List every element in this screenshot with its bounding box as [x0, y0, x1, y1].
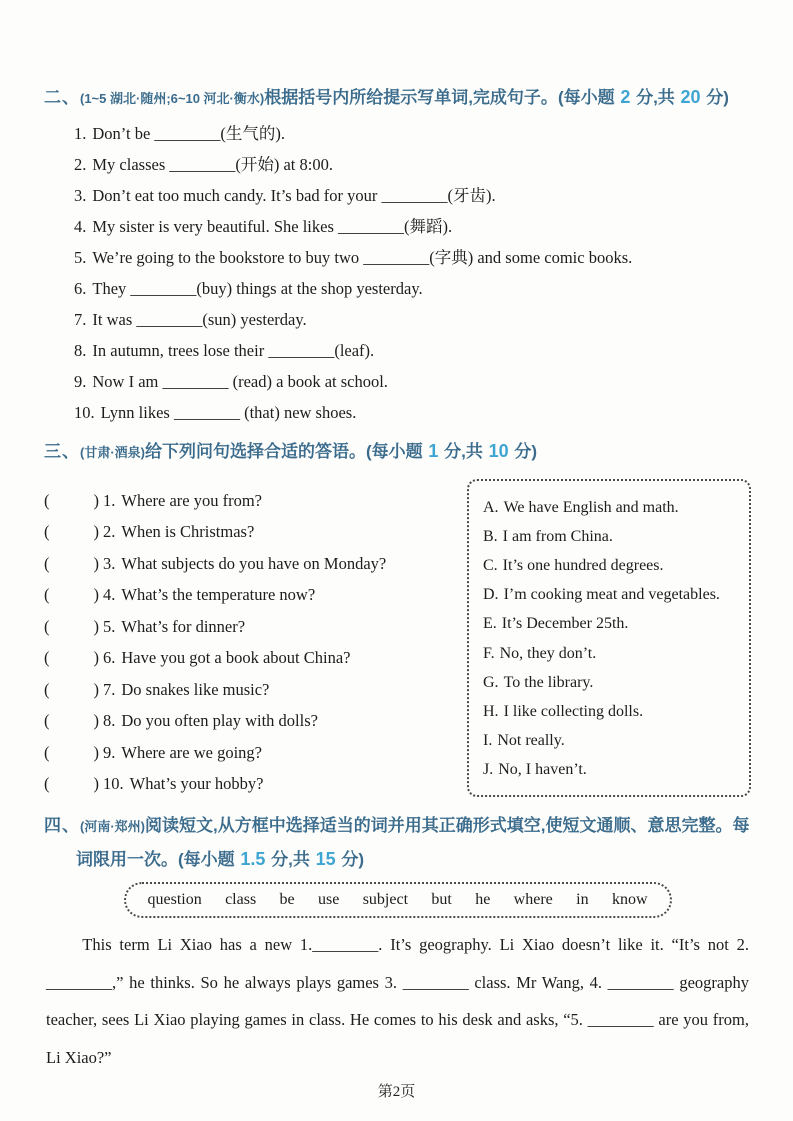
question-row [44, 548, 467, 580]
answer-letter: B. [483, 527, 498, 545]
header-segment-cn: 分) [701, 88, 729, 107]
answer-bracket-open: ( [44, 742, 50, 762]
header-segment-cn: 分,共 [439, 442, 488, 462]
question-number: 7. [103, 679, 116, 699]
question-row [44, 516, 467, 548]
fill-in-item [74, 397, 751, 428]
header-segment-cn: (每小题 [178, 849, 240, 869]
header-segment-num: 1.5 [240, 848, 266, 869]
word-bank-item: in [576, 891, 589, 909]
answer-text: It’s one hundred degrees. [502, 557, 664, 574]
answer-letter: C. [483, 557, 498, 574]
word-bank-item: he [475, 891, 491, 909]
word-bank-item: class [225, 891, 257, 909]
answer-bracket-close: ) [93, 522, 99, 542]
header-segment-cn: 分,共 [266, 849, 315, 869]
header-segment-no: 三、 [44, 442, 80, 462]
question-number: 10. [103, 774, 124, 794]
question-row [44, 737, 467, 769]
item-text: Don’t eat too much candy. It’s bad for your ________(牙齿). [92, 186, 496, 206]
answer-letter: I. [483, 732, 493, 750]
question-text: Where are you from? [121, 490, 263, 510]
question-row [44, 611, 467, 643]
header-segment-num: 10 [488, 441, 509, 462]
question-row [44, 579, 467, 611]
fill-in-item [74, 211, 751, 242]
word-bank-box [124, 882, 672, 918]
answer-option [483, 551, 735, 580]
answer-bracket-close: ) [93, 774, 99, 794]
answer-bracket-open: ( [44, 490, 50, 510]
question-row [44, 642, 467, 674]
item-number: 6. [74, 279, 87, 299]
question-number: 2. [103, 522, 116, 542]
header-segment-num: 20 [680, 87, 701, 107]
word-bank-item: question [147, 891, 202, 909]
item-text: In autumn, trees lose their ________(leaf). [92, 341, 375, 361]
item-text: We’re going to the bookstore to buy two ________(字典) and some comic books. [92, 248, 633, 268]
answer-option [483, 493, 735, 522]
word-bank-item: be [279, 891, 295, 909]
answer-option [483, 668, 735, 697]
question-number: 6. [103, 648, 116, 668]
answer-bracket-close: ) [93, 585, 99, 605]
answer-option [483, 609, 735, 638]
answer-letter: H. [483, 703, 499, 721]
section-3-matching [44, 434, 751, 799]
question-number: 9. [103, 742, 116, 762]
question-number: 4. [103, 585, 116, 605]
item-text: Now I am ________ (read) a book at school. [92, 372, 388, 392]
header-segment-cn: (每小题 [366, 442, 428, 462]
question-text: What subjects do you have on Monday? [121, 553, 387, 573]
cloze-passage: This term Li Xiao has a new 1.________. It’s geography. Li Xiao doesn’t like it. “It’s not 2. ________,” he thinks. So he always plays games 3. ________ class. Mr Wang, 4. ________ geography teacher, sees Li Xiao playing games in class. He comes to his desk and asks, “5. ________ are you from, Li Xiao?” [46, 935, 749, 1068]
matching-area [44, 475, 751, 800]
item-number: 3. [74, 186, 87, 206]
fill-in-item [74, 149, 751, 180]
question-number: 5. [103, 616, 116, 636]
section-4-cloze [44, 810, 751, 1077]
answer-bracket-open: ( [44, 711, 50, 731]
fill-in-item [74, 180, 751, 211]
header-segment-num: 2 [620, 87, 631, 107]
section-2-header [44, 80, 751, 114]
question-row [44, 485, 467, 517]
item-number: 9. [74, 372, 87, 392]
item-number: 7. [74, 310, 87, 330]
question-text: What’s for dinner? [121, 616, 246, 636]
question-row [44, 768, 467, 800]
answer-options-box [467, 479, 751, 797]
answer-bracket-close: ) [93, 616, 99, 636]
answer-letter: J. [483, 761, 494, 779]
answer-bracket-close: ) [93, 648, 99, 668]
header-segment-cn: (每小题 [557, 88, 620, 107]
answer-option [483, 755, 735, 784]
fill-in-item [74, 304, 751, 335]
fill-in-item [74, 242, 751, 273]
answer-bracket-open: ( [44, 648, 50, 668]
answer-bracket-close: ) [93, 742, 99, 762]
header-segment-no: 二、 [44, 88, 80, 107]
item-text: My classes ________(开始) at 8:00. [92, 155, 333, 175]
section-4-header [44, 810, 751, 877]
question-text: When is Christmas? [121, 522, 255, 542]
question-text: Have you got a book about China? [121, 648, 351, 668]
item-number: 1. [74, 124, 87, 144]
question-number: 1. [103, 490, 116, 510]
header-segment-src: (甘肃·酒泉) [80, 445, 145, 461]
answer-bracket-close: ) [93, 679, 99, 699]
section-2-items [74, 118, 751, 428]
answer-bracket-open: ( [44, 522, 50, 542]
answer-bracket-close: ) [93, 553, 99, 573]
header-segment-cn: 阅读短文,从方框中选择适当的词并用其正确形式填空,使短文通顺、意思完整。每词限用一次。 [76, 815, 750, 869]
question-number: 3. [103, 553, 116, 573]
answer-option [483, 726, 735, 755]
answer-bracket-open: ( [44, 553, 50, 573]
header-segment-src: (1~5 湖北·随州;6~10 河北·衡水) [80, 91, 265, 106]
fill-in-item [74, 366, 751, 397]
answer-text: We have English and math. [503, 498, 679, 516]
answer-option [483, 639, 735, 668]
question-list [44, 475, 467, 800]
fill-in-item [74, 273, 751, 304]
item-number: 8. [74, 341, 87, 361]
answer-letter: F. [483, 644, 495, 662]
answer-letter: A. [483, 498, 499, 516]
question-number: 8. [103, 711, 116, 731]
question-text: Do snakes like music? [121, 679, 270, 699]
question-row [44, 705, 467, 737]
item-number: 4. [74, 217, 87, 237]
header-segment-cn: 分) [509, 442, 537, 462]
question-text: Do you often play with dolls? [121, 711, 318, 731]
section-3-header [44, 434, 751, 468]
answer-text: To the library. [503, 673, 594, 691]
item-number: 10. [74, 403, 95, 423]
question-row [44, 674, 467, 706]
word-bank-item: where [513, 891, 553, 909]
answer-text: I like collecting dolls. [503, 703, 644, 721]
item-text: Don’t be ________(生气的). [92, 124, 286, 144]
header-segment-num: 1 [428, 441, 439, 462]
question-text: What’s your hobby? [129, 774, 264, 794]
word-bank-item: subject [362, 891, 409, 909]
answer-text: I’m cooking meat and vegetables. [503, 586, 720, 604]
header-segment-no: 四、 [44, 815, 80, 835]
answer-bracket-open: ( [44, 616, 50, 636]
answer-text: No, they don’t. [499, 644, 597, 662]
answer-bracket-open: ( [44, 774, 50, 794]
answer-text: I am from China. [502, 527, 613, 545]
question-text: What’s the temperature now? [121, 585, 316, 605]
answer-letter: E. [483, 615, 497, 633]
item-text: It was ________(sun) yesterday. [92, 310, 307, 330]
item-number: 2. [74, 155, 87, 175]
section-2-word-writing [44, 80, 751, 428]
header-segment-cn: 给下列问句选择合适的答语。 [145, 442, 366, 462]
question-text: Where are we going? [121, 742, 263, 762]
answer-bracket-close: ) [93, 711, 99, 731]
answer-letter: D. [483, 586, 499, 604]
answer-text: No, I haven’t. [498, 761, 587, 779]
word-bank-item: know [611, 891, 648, 909]
item-text: Lynn likes ________ (that) new shoes. [100, 403, 357, 423]
answer-text: It’s December 25th. [501, 615, 629, 633]
answer-option [483, 580, 735, 609]
item-text: My sister is very beautiful. She likes ________(舞蹈). [92, 217, 453, 237]
answer-text: Not really. [497, 732, 565, 750]
answer-option [483, 697, 735, 726]
answer-bracket-open: ( [44, 679, 50, 699]
answer-bracket-close: ) [93, 490, 99, 510]
answer-letter: G. [483, 673, 499, 691]
header-segment-cn: 分,共 [631, 88, 680, 107]
page-number: 第2页 [377, 1084, 416, 1100]
fill-in-item [74, 335, 751, 366]
header-segment-src: (河南·郑州) [80, 818, 145, 834]
answer-option [483, 522, 735, 551]
answer-bracket-open: ( [44, 585, 50, 605]
header-segment-cn: 分) [336, 849, 365, 869]
fill-in-item [74, 118, 751, 149]
word-bank-item: but [431, 891, 452, 909]
item-text: They ________(buy) things at the shop yesterday. [92, 279, 423, 299]
item-number: 5. [74, 248, 87, 268]
word-bank-item: use [318, 891, 340, 909]
header-segment-num: 15 [315, 848, 336, 869]
header-segment-cn: 根据括号内所给提示写单词,完成句子。 [264, 88, 558, 107]
